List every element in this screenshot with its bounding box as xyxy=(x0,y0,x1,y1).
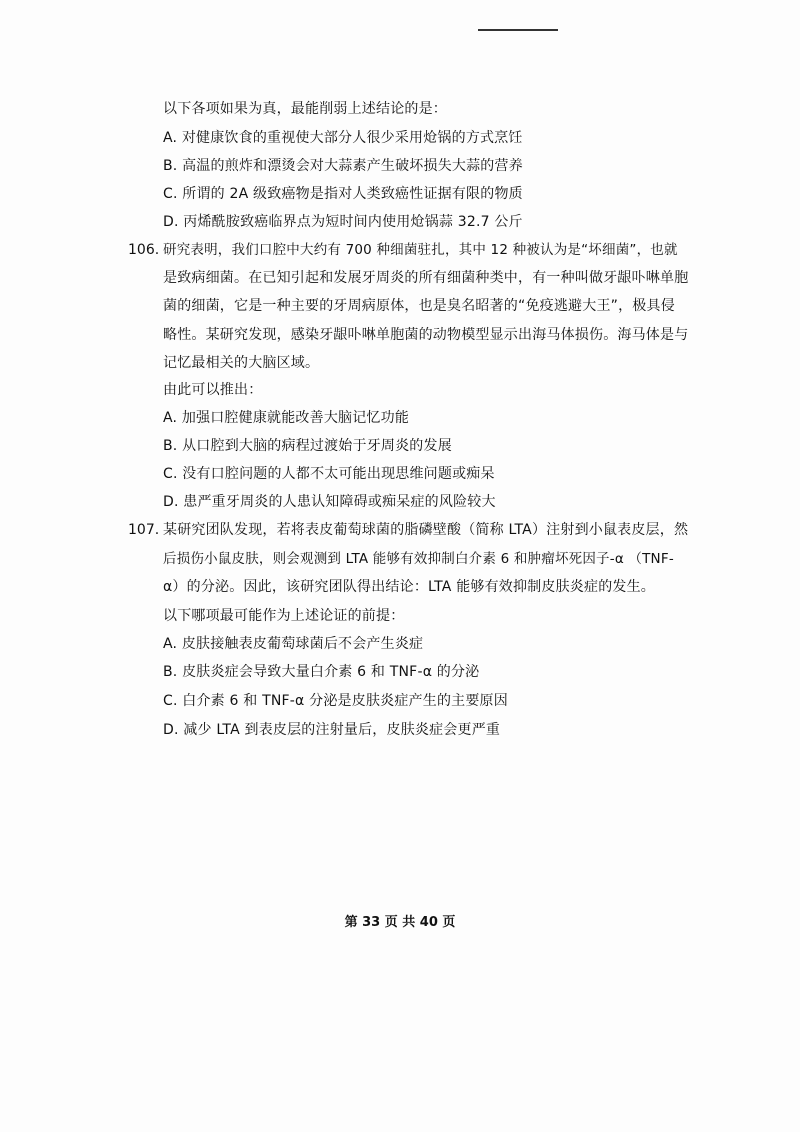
prev-question-stem: 以下各项如果为真，最能削弱上述结论的是： xyxy=(163,101,447,117)
prev-option-d: D. 丙烯酰胺致癌临界点为短时间内使用炝锅蒜 32.7 公斤 xyxy=(163,214,523,230)
header-rule xyxy=(478,29,558,31)
q106-passage-line: 研究表明，我们口腔中大约有 700 种细菌驻扎，其中 12 种被认为是“坏细菌”，也就 xyxy=(163,242,678,258)
q106-passage-line: 略性。某研究发现，感染牙龈卟啉单胞菌的动物模型显示出海马体损伤。海马体是与 xyxy=(163,327,689,343)
q107-option-c: C. 白介素 6 和 TNF-α 分泌是皮肤炎症产生的主要原因 xyxy=(163,693,508,709)
q107-passage-line: 某研究团队发现，若将表皮葡萄球菌的脂磷壁酸（简称 LTA）注射到小鼠表皮层，然 xyxy=(163,522,689,538)
q107-option-b: B. 皮肤炎症会导致大量白介素 6 和 TNF-α 的分泌 xyxy=(163,664,480,680)
q106-option-c: C. 没有口腔问题的人都不太可能出现思维问题或痴呆 xyxy=(163,466,495,482)
question-number-106: 106. xyxy=(128,242,160,258)
q106-option-d: D. 患严重牙周炎的人患认知障碍或痴呆症的风险较大 xyxy=(163,494,496,510)
prev-option-c: C. 所谓的 2A 级致癌物是指对人类致癌性证据有限的物质 xyxy=(163,186,523,202)
q106-option-b: B. 从口腔到大脑的病程过渡始于牙周炎的发展 xyxy=(163,438,452,454)
page-number-footer: 第 33 页 共 40 页 xyxy=(344,915,456,930)
prev-option-a: A. 对健康饮食的重视使大部分人很少采用炝锅的方式烹饪 xyxy=(163,130,523,146)
q107-passage-line: 后损伤小鼠皮肤，则会观测到 LTA 能够有效抑制白介素 6 和肿瘤坏死因子-α （TNF- xyxy=(163,551,674,567)
q106-passage-line: 菌的细菌，它是一种主要的牙周病原体，也是臭名昭著的“免疫逃避大王”，极具侵 xyxy=(163,298,675,314)
question-number-107: 107. xyxy=(128,522,160,538)
q107-stem: 以下哪项最可能作为上述论证的前提： xyxy=(163,608,405,624)
q106-option-a: A. 加强口腔健康就能改善大脑记忆功能 xyxy=(163,410,410,426)
q107-passage-line: α）的分泌。因此，该研究团队得出结论：LTA 能够有效抑制皮肤炎症的发生。 xyxy=(163,579,655,595)
q106-passage-line: 是致病细菌。在已知引起和发展牙周炎的所有细菌种类中，有一种叫做牙龈卟啉单胞 xyxy=(163,270,689,286)
q107-option-d: D. 减少 LTA 到表皮层的注射量后，皮肤炎症会更严重 xyxy=(163,722,501,738)
q106-passage-line: 记忆最相关的大脑区域。 xyxy=(163,355,320,371)
q106-stem: 由此可以推出： xyxy=(163,382,263,398)
prev-option-b: B. 高温的煎炸和漂烫会对大蒜素产生破坏损失大蒜的营养 xyxy=(163,158,523,174)
q107-option-a: A. 皮肤接触表皮葡萄球菌后不会产生炎症 xyxy=(163,636,424,652)
